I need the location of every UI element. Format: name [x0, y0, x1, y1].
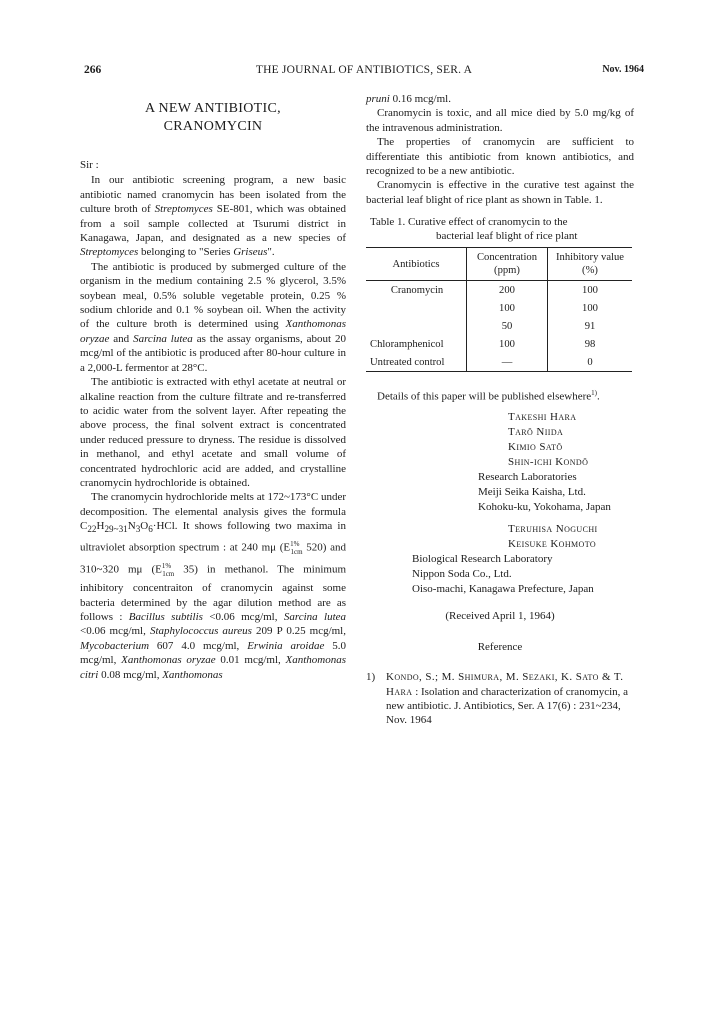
header-antibiotics: Antibiotics [366, 248, 467, 281]
paragraph-toxicity: Cranomycin is toxic, and all mice died by 5.0 mg/kg of the intravenous administration. [366, 107, 634, 134]
header-inhibitory-value: Inhibitory value (%) [548, 248, 633, 281]
table-row: Untreated control — 0 [366, 353, 632, 372]
table-row: 50 91 [366, 317, 632, 335]
title-line-1: A NEW ANTIBIOTIC, [145, 101, 281, 116]
paragraph-properties: The cranomycin hydrochloride melts at 172~173°C under decomposition. The elemental analysis gives the formula $C_{22}H_{29\sim 31}N_3O_6\cdot HCl$. It shows following two maxima in ultraviolet absorption spectrum : at 240 mμ ($E^{1\%}_{1cm}$ 520) and 310~320 mμ ($E^{1\%}_{1cm}$ 35) in methanol. The minimum inhibitory concentraiton of cranomycin against some bacteria determined by the agar dilution method are as follows : Bacillus subtilis <0.06 mcg/ml, Sarcina lutea <0.06 mcg/ml, Staphylococcus aureus 209 P 0.25 mcg/ml, Mycobacterium 607 4.0 mcg/ml, Erwinia aroidae 5.0 mcg/ml, Xanthomonas oryzae 0.01 mcg/ml, Xanthomonas citri 0.08 mcg/ml, Xanthomonas [80, 491, 347, 681]
right-column [366, 92, 634, 728]
table-header-row [366, 248, 632, 281]
author-list-1: Takeshi Hara Tarō Niida Kimio Satō Shin-ichi Kondō [508, 411, 589, 469]
reference-heading: Reference [477, 640, 523, 653]
issue-date: Nov. 1964 [602, 64, 644, 75]
paragraph-production: The antibiotic is produced by submerged culture of the organism in the medium containing 2.5 % glycerol, 3.5% soybean meal, 0.5% soluble vegetable protein, 0.25 % sodium chloride and 0.1 % soybean oil. When the activity of the culture broth is determined using Xanthomonas oryzae and Sarcina lutea as the assay organisms, about 20 mcg/ml of the antibiotic is produced after 80-hour culture in a 2,000-L fermentor at 28°C. [80, 260, 346, 374]
table-row: Cranomycin 200 100 [366, 281, 632, 300]
table-row: 100 100 [366, 299, 632, 317]
table-caption: Table 1. Curative effect of cranomycin to the bacterial leaf blight of rice plant [370, 216, 578, 243]
received-date: (Received April 1, 1964) [445, 610, 555, 623]
reference-item [366, 670, 634, 728]
page-number: 266 [84, 64, 102, 76]
left-column [80, 92, 346, 682]
paragraph-isolation: In our antibiotic screening program, a new basic antibiotic named cranomycin has been isolated from the culture broth of Streptomyces SE-801, which was obtained from a soil sample collected at Tsurumi district in Kanagawa, Japan, and designated as a new species of Streptomyces belonging to "Series Griseus". [80, 174, 346, 259]
paragraph-details: Details of this paper will be published elsewhere$^{1)}$. [377, 389, 600, 403]
reference-body: : Isolation and characterization of cranomycin, a new antibiotic. J. Antibiotics, Ser. A 17(6) : 231~234, Nov. 1964 [386, 685, 629, 727]
journal-title: THE JOURNAL OF ANTIBIOTICS, SER. A [255, 64, 473, 76]
paragraph-curative: Cranomycin is effective in the curative test against the bacterial leaf blight of rice plant as shown in Table. 1. [366, 179, 634, 206]
header-concentration: Concentration (ppm) [467, 248, 548, 281]
reference-authors: Kondo, S.; M. Shimura, M. Sezaki, K. Sato & T. Hara [386, 671, 624, 698]
article-title [80, 100, 346, 136]
paragraph-continuation: pruni 0.16 mcg/ml. [366, 93, 451, 105]
title-line-2: CRANOMYCIN [163, 119, 263, 134]
author-list-2: Teruhisa Noguchi Keisuke Kohmoto [508, 523, 598, 551]
running-header [84, 64, 644, 80]
paragraph-extraction: The antibiotic is extracted with ethyl acetate at neutral or alkaline reaction from the culture filtrate and re-transferred to acidic water from the solvent layer. After repeating the above process, the final solvent extract is concentrated under reduced pressure to dryness. The residue is dissolved in methanol, and ethyl acetate and small volume of concentrated hydrochloric acid are added, and crystalline cranomycin hydrochloride is obtained. [80, 376, 346, 489]
reference-number: 1) [366, 671, 376, 684]
affiliation-2: Biological Research Laboratory Nippon Soda Co., Ltd. Oiso-machi, Kanagawa Prefecture, Japan [412, 553, 594, 596]
paragraph-novelty: The properties of cranomycin are sufficient to differentiate this antibiotic from known antibiotics, and recognized to be a new antibiotic. [366, 136, 634, 178]
salutation: Sir : [80, 159, 99, 171]
affiliation-1: Research Laboratories Meiji Seika Kaisha, Ltd. Kohoku-ku, Yokohama, Japan [478, 471, 611, 514]
table-row: Chloramphenicol 100 98 [366, 335, 632, 353]
results-table [366, 247, 632, 372]
